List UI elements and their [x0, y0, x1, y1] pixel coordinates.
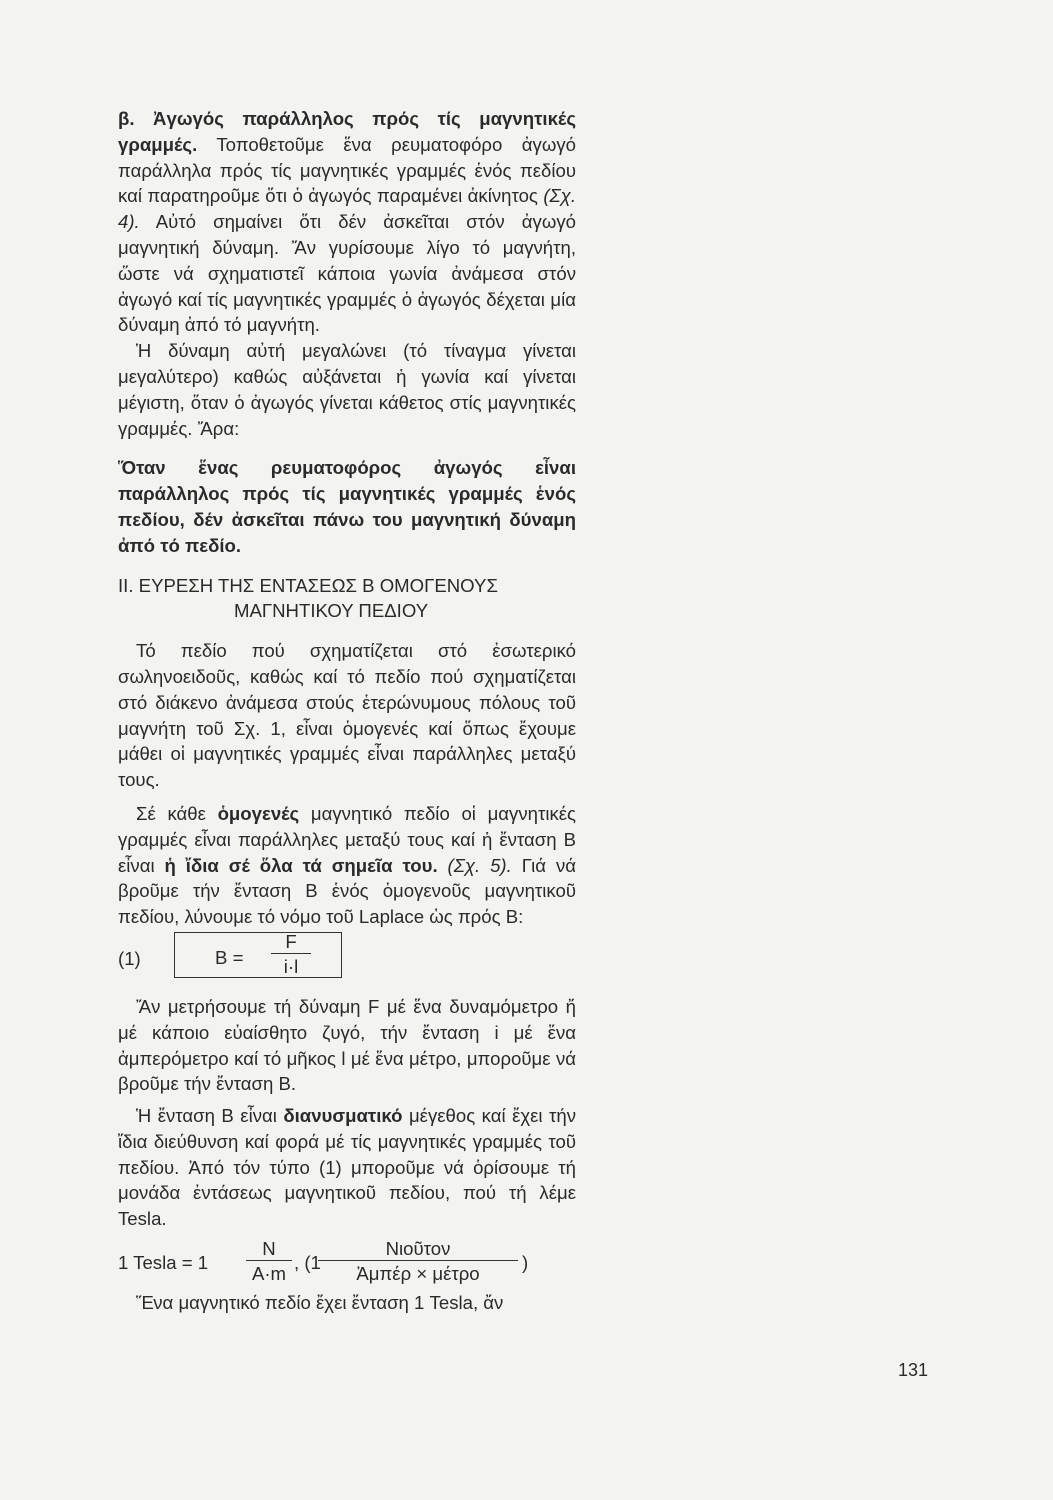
tesla-fraction-si: N A·m: [246, 1236, 292, 1287]
section-b-paragraph: β. Ἀγωγός παράλληλος πρός τίς μαγνητικές γραμμές. Τοποθετοῦμε ἕνα ρευματοφόρο ἀγωγό παράλληλα πρός τίς μαγνητικές γραμμές ἑνός πεδίου καί παρατηροῦμε ὅτι ὁ ἀγωγός παραμένει ἀκίνητος (Σχ. 4). Αὐτό σημαίνει ὅτι δέν ἀσκεῖται στόν ἀγωγό μαγνητική δύναμη. Ἄν γυρίσουμε λίγο τό μαγνήτη, ὥστε νά σχηματιστεῖ κάποια γωνία ἀνάμεσα στόν ἀγωγό καί τίς μαγνητικές γραμμές ὁ ἀγωγός δέχεται μία δύναμη ἀπό τό μαγνήτη.: [118, 108, 576, 336]
section-ii-paragraph-3: Ἄν μετρήσουμε τή δύναμη F μέ ἕνα δυναμόμετρο ἤ μέ κάποιο εὐαίσθητο ζυγό, τήν ἔνταση i μέ ἕνα ἀμπερόμετρο καί τό μῆκος l μέ ἕνα μέτρο, μποροῦμε νά βροῦμε τήν ἔνταση Β.: [118, 995, 576, 1095]
section-ii-heading: ΙΙ. ΕΥΡΕΣΗ ΤΗΣ ΕΝΤΑΣΕΩΣ Β ΟΜΟΓΕΝΟΥΣ ΜΑΓΝΗΤΙΚΟΥ ΠΕΔΙΟΥ: [118, 574, 498, 622]
laplace-formula: [118, 932, 576, 988]
tesla-formula: 1 Tesla = 1 N A·m , (1 Νιοῦτον Ἀμπέρ × μέτρο ): [118, 1238, 576, 1290]
formula-fraction: F i·l: [271, 929, 311, 980]
section-ii-paragraph-1: Τό πεδίο πού σχηματίζεται στό ἐσωτερικό σωληνοειδοῦς, καθώς καί τό πεδίο πού σχηματίζεται στό διάκενο ἀνάμεσα στούς ἑτερώνυμους πόλους τοῦ μαγνήτη τοῦ Σχ. 1, εἶναι ὁμογενές καί ὅπως ἔχουμε μάθει οἱ μαγνητικές γραμμές εἶναι παράλληλες μεταξύ τους.: [118, 640, 576, 791]
figure-ref: (Σχ. 4).: [118, 185, 576, 233]
formula-box: B = F i·l: [174, 932, 342, 978]
tesla-fraction-words: Νιοῦτον Ἀμπέρ × μέτρο: [318, 1236, 518, 1287]
section-b-conclusion: Ὅταν ἕνας ρευματοφόρος ἀγωγός εἶναι παράλληλος πρός τίς μαγνητικές γραμμές ἑνός πεδίου, δέν ἀσκεῖται πάνω του μαγνητική δύναμη ἀπό τό πεδίο.: [118, 457, 576, 556]
page-number: 131: [898, 1360, 929, 1380]
section-b-lead: β. Ἀγωγός παράλληλος πρός τίς μαγνητικές γραμμές.: [118, 108, 576, 155]
section-ii-paragraph-2: Σέ κάθε ὁμογενές μαγνητικό πεδίο οἱ μαγνητικές γραμμές εἶναι παράλληλες μεταξύ τους καί ἡ ἔνταση Β εἶναι ἡ ἴδια σέ ὅλα τά σημεῖα του. (Σχ. 5). Γιά νά βροῦμε τήν ἔνταση Β ἑνός ὁμογενοῦς μαγνητικοῦ πεδίου, λύνουμε τό νόμο τοῦ Laplace ὡς πρός Β:: [118, 802, 576, 928]
section-ii-paragraph-4: Ἡ ἔνταση Β εἶναι διανυσματικό μέγεθος καί ἔχει τήν ἴδια διεύθυνση καί φορά μέ τίς μαγνητικές γραμμές τοῦ πεδίου. Ἀπό τόν τύπο (1) μποροῦμε νά ὁρίσουμε τή μονάδα ἐντάσεως μαγνητικοῦ πεδίου, πού τή λέμε Tesla.: [118, 1105, 576, 1230]
section-ii-last-line: Ἕνα μαγνητικό πεδίο ἔχει ἔνταση 1 Tesla, ἄν: [136, 1292, 504, 1314]
formula-number: (1): [118, 947, 141, 969]
text-column: [118, 106, 576, 1316]
section-b-paragraph-2: Ἡ δύναμη αὐτή μεγαλώνει (τό τίναγμα γίνεται μεγαλύτερο) καθώς αὐξάνεται ἡ γωνία καί γίνεται μέγιστη, ὅταν ὁ ἀγωγός γίνεται κάθετος στίς μαγνητικές γραμμές. Ἄρα:: [118, 340, 576, 439]
